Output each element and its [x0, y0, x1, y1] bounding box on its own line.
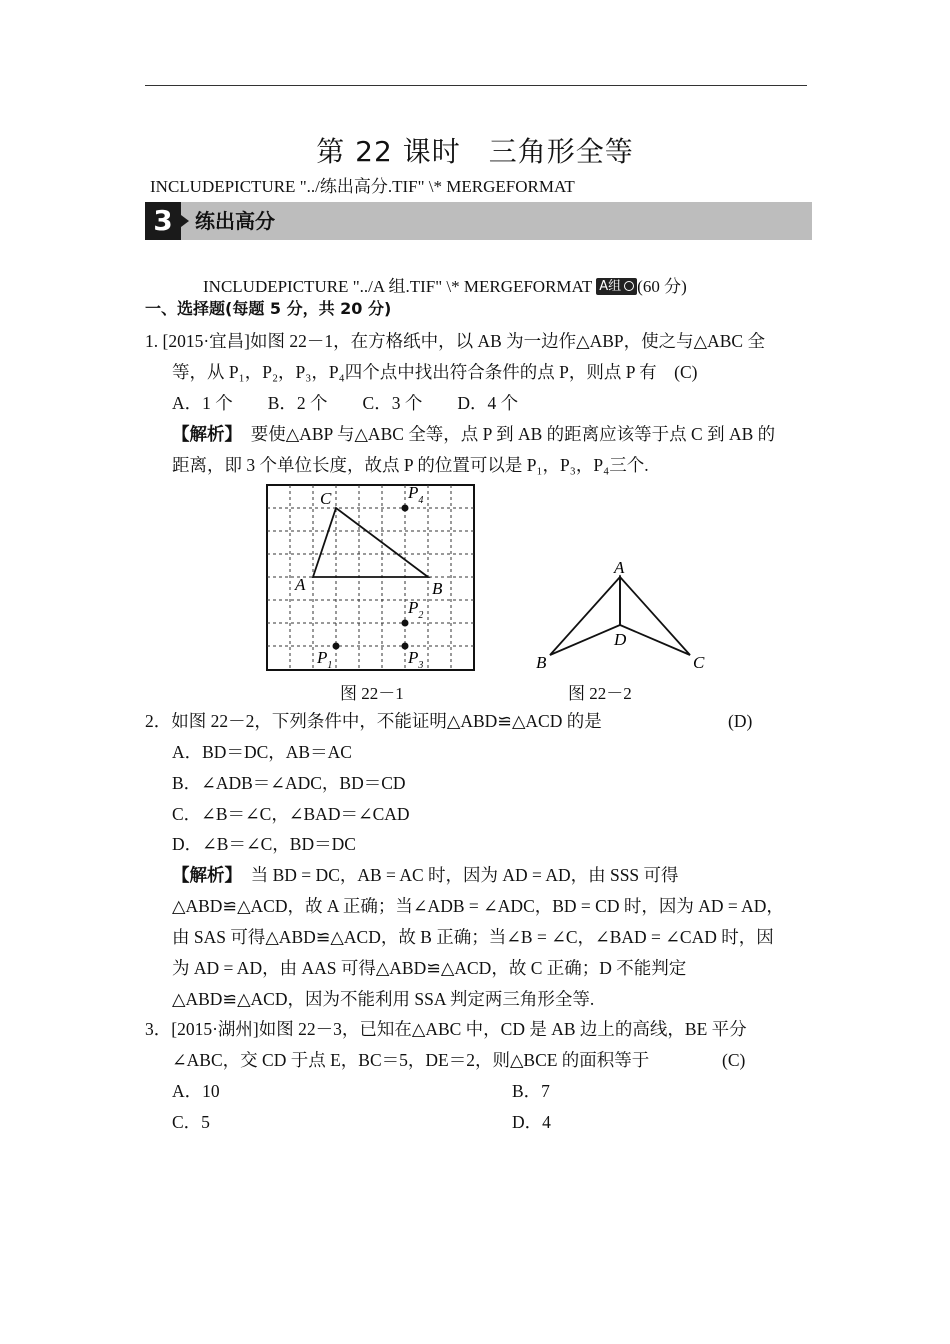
q1-analysis-label: 【解析】 [172, 425, 234, 445]
q2-option-c: C．∠B＝∠C，∠BAD＝∠CAD [172, 804, 410, 824]
section-banner [145, 202, 812, 240]
point-p2 [402, 620, 409, 627]
figure-22-1 [262, 480, 482, 675]
q3-option-d: D．4 [512, 1112, 551, 1132]
page-title: 第 22 课时 三角形全等 [316, 135, 634, 168]
q1-analysis-1: 【解析】 要使△ABP 与△ABC 全等，点 P 到 AB 的距离应该等于点 C 到 AB 的 [172, 424, 776, 445]
q3-answer: (C) [722, 1050, 746, 1070]
q2-option-a: A．BD＝DC，AB＝AC [172, 742, 352, 762]
label-b2: B [536, 653, 547, 672]
fig1-caption: 图 22－1 [340, 684, 404, 703]
q2-stem: 2．如图 22－2，下列条件中，不能证明△ABD≌△ACD 的是 [145, 711, 602, 731]
q2-analysis-label: 【解析】 [172, 866, 234, 886]
section-heading: 一、选择题(每题 5 分，共 20 分) [145, 299, 392, 318]
q1-analysis-2: 距离，即 3 个单位长度，故点 P 的位置可以是 P₁，P₃，P₄三个. [172, 455, 649, 475]
fig2-caption: 图 22－2 [568, 684, 632, 703]
triangle-abd [550, 577, 620, 655]
q2-analysis-2: △ABD≌△ACD，故 A 正确；当∠ADB = ∠ADC，BD = CD 时，因为 AD = AD， [172, 896, 784, 916]
label-p3: $P_3$ [408, 648, 424, 671]
group-line [203, 276, 687, 298]
group-badge: A组 [596, 278, 637, 295]
point-p1 [333, 643, 340, 650]
q3-option-c: C．5 [172, 1112, 210, 1132]
field-code-2: INCLUDEPICTURE "../A 组.TIF" \* MERGEFORMAT [203, 277, 593, 296]
triangle-abc [313, 508, 428, 577]
q2-analysis-5: △ABD≌△ACD，因为不能利用 SSA 判定两三角形全等. [172, 989, 595, 1009]
q2-option-b: B．∠ADB＝∠ADC，BD＝CD [172, 773, 406, 793]
q1-line1: 1. [2015·宜昌]如图 22－1，在方格纸中，以 AB 为一边作△ABP，使之与△ABC 全 [145, 331, 765, 351]
triangle-acd [620, 577, 690, 655]
q2-option-d: D．∠B＝∠C，BD＝DC [172, 834, 356, 854]
q1-line2: 等，从 P₁，P₂，P₃，P₄四个点中找出符合条件的点 P，则点 P 有 (C) [172, 362, 698, 382]
group-score: (60 分) [637, 277, 687, 296]
magnifier-icon [624, 281, 634, 291]
q3-line1: 3．[2015·湖州]如图 22－3，已知在△ABC 中，CD 是 AB 边上的高线，BE 平分 [145, 1019, 747, 1039]
q2-answer: (D) [728, 711, 753, 731]
label-c2: C [693, 653, 705, 672]
q3-line2: ∠ABC，交 CD 于点 E，BC＝5，DE＝2，则△BCE 的面积等于 [172, 1050, 650, 1070]
q3-option-b: B．7 [512, 1081, 550, 1101]
q2-analysis-3: 由 SAS 可得△ABD≌△ACD，故 B 正确；当∠B = ∠C，∠BAD = ∠CAD 时，因 [172, 927, 774, 947]
label-b: B [432, 579, 443, 598]
banner-label: 练出高分 [195, 209, 275, 233]
label-c: C [320, 489, 332, 508]
q3-option-a: A．10 [172, 1081, 220, 1101]
point-p4 [402, 505, 409, 512]
label-d2: D [614, 630, 627, 649]
label-p4: $P_4$ [408, 483, 424, 506]
field-code-1: INCLUDEPICTURE "../练出高分.TIF" \* MERGEFORMAT [150, 177, 575, 196]
label-p1: $P_1$ [317, 648, 333, 671]
banner-number: 3 [145, 202, 181, 240]
figure-22-2 [530, 555, 720, 675]
q1-options: A．1 个 B．2 个 C．3 个 D．4 个 [172, 393, 519, 413]
label-a2: A [614, 558, 625, 577]
label-p2: $P_2$ [408, 598, 424, 621]
q2-analysis-1: 【解析】 当 BD = DC，AB = AC 时，因为 AD = AD，由 SSS 可得 [172, 865, 679, 886]
label-a: A [295, 575, 306, 594]
q2-analysis-4: 为 AD = AD，由 AAS 可得△ABD≌△ACD，故 C 正确；D 不能判定 [172, 958, 687, 978]
top-rule [145, 85, 807, 86]
